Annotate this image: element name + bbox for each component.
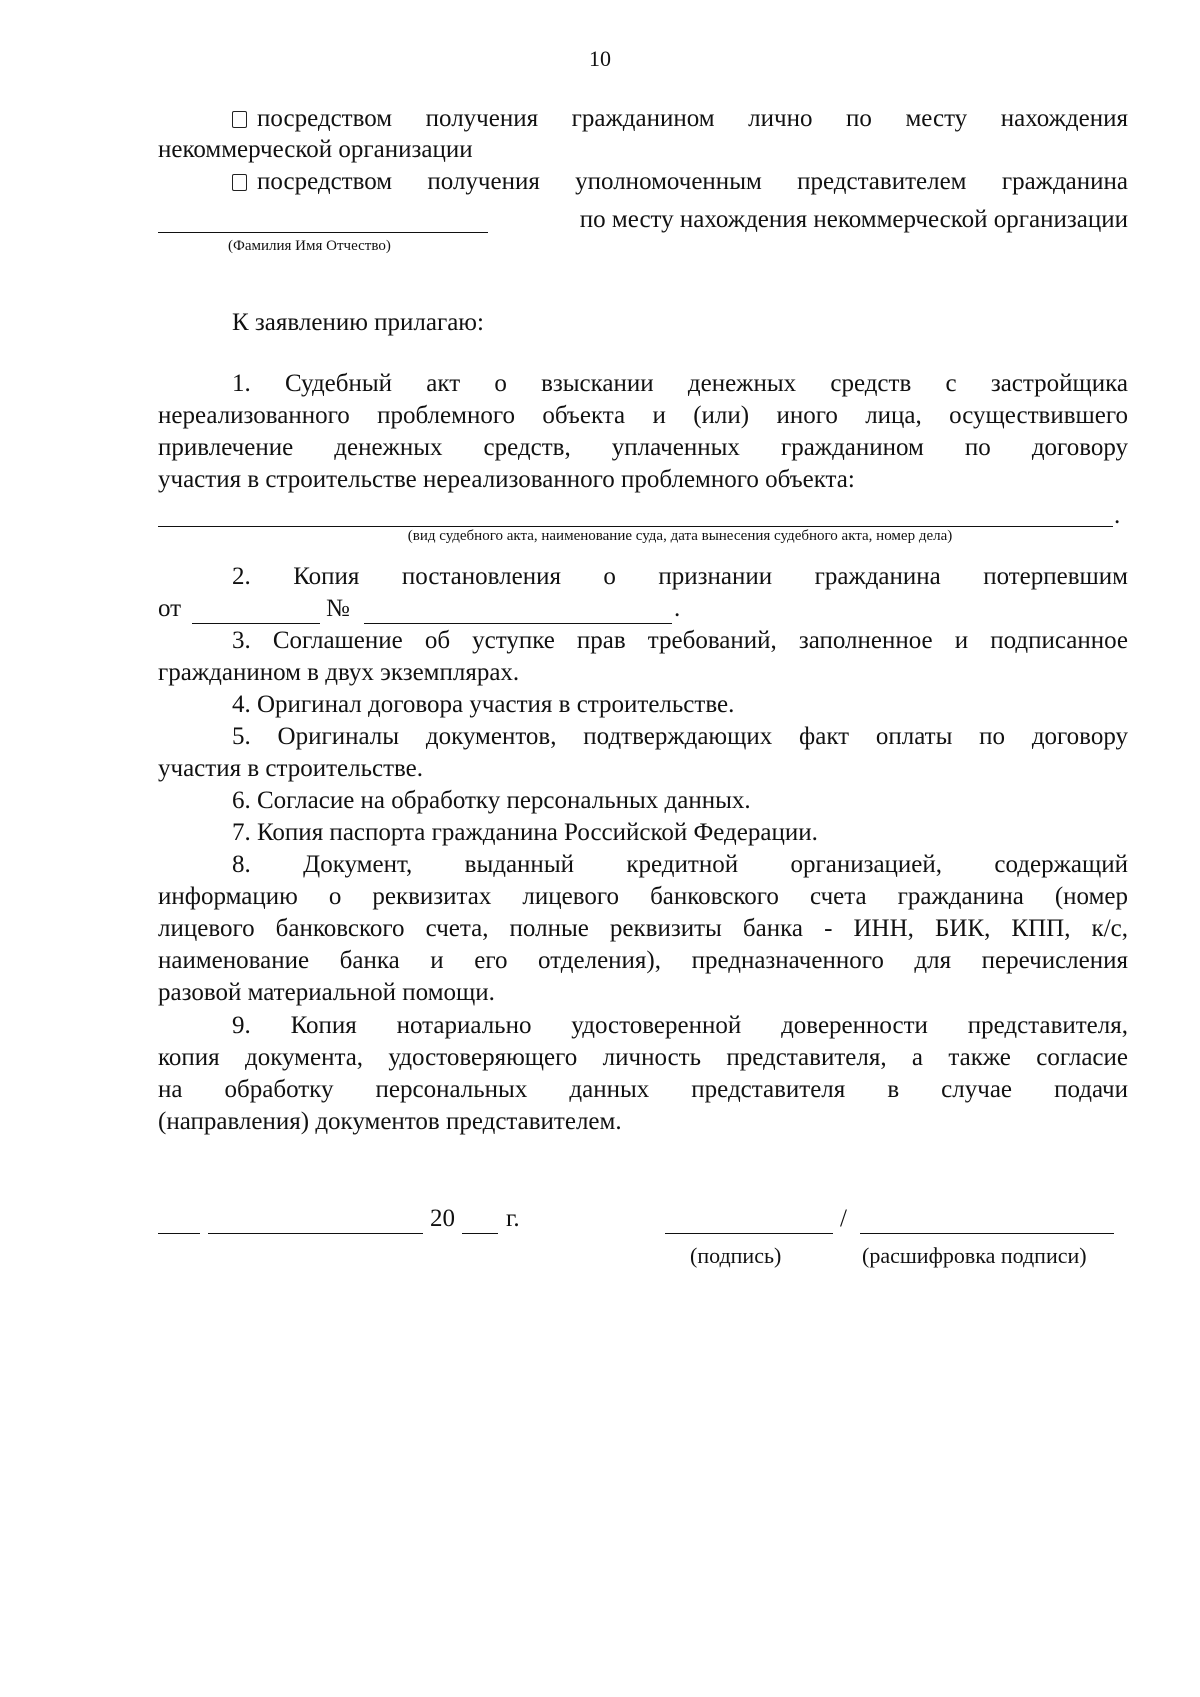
checkbox-option-2[interactable] [232, 174, 247, 191]
item-1-line-4: участия в строительстве нереализованного проблемного объекта: [158, 466, 855, 493]
item-1-line-3: привлечение денежных средств, уплаченных гражданином по договору [158, 434, 1128, 461]
item-1-line-1: 1. Судебный акт о взыскании денежных средств с застройщика [232, 370, 1128, 397]
delivery-option-2-cont: по месту нахождения некоммерческой организации [579, 206, 1128, 233]
item-5-line-1: 5. Оригиналы документов, подтверждающих факт оплаты по договору [232, 723, 1128, 750]
date-month-field[interactable] [208, 1233, 423, 1234]
resolution-number-field[interactable] [364, 623, 672, 624]
item-9-line-1: 9. Копия нотариально удостоверенной доверенности представителя, [232, 1012, 1128, 1039]
court-act-period: . [1114, 502, 1121, 529]
checkbox-option-1[interactable] [232, 111, 247, 128]
item-8-line-2: информацию о реквизитах лицевого банковского счета гражданина (номер [158, 883, 1128, 910]
item-9-line-2: копия документа, удостоверяющего личность представителя, а также согласие [158, 1044, 1128, 1071]
signature-caption: (подпись) [690, 1243, 782, 1268]
page-number: 10 [589, 46, 611, 71]
item-2-from-label: от [158, 595, 182, 622]
item-9-line-3: на обработку персональных данных представителя в случае подачи [158, 1076, 1128, 1103]
resolution-date-field[interactable] [192, 623, 320, 624]
representative-name-field[interactable] [158, 232, 488, 233]
item-9-line-4: (направления) документов представителем. [158, 1108, 622, 1135]
court-act-field[interactable] [158, 526, 1113, 527]
item-8-line-5: разовой материальной помощи. [158, 979, 495, 1006]
signature-field[interactable] [665, 1233, 833, 1234]
item-1-line-2: нереализованного проблемного объекта и (или) иного лица, осуществившего [158, 402, 1128, 429]
delivery-option-2 [232, 166, 1128, 198]
year-suffix: г. [506, 1205, 520, 1232]
date-day-field[interactable] [158, 1233, 200, 1234]
signature-decode-caption: (расшифровка подписи) [862, 1243, 1087, 1268]
item-2-number-label: № [326, 595, 350, 622]
delivery-option-1 [232, 103, 1128, 135]
item-4: 4. Оригинал договора участия в строительстве. [232, 691, 735, 718]
item-5-line-2: участия в строительстве. [158, 755, 424, 782]
item-6: 6. Согласие на обработку персональных данных. [232, 787, 751, 814]
signature-slash: / [840, 1205, 847, 1232]
item-8-line-4: наименование банка и его отделения), предназначенного для перечисления [158, 947, 1128, 974]
year-prefix: 20 [430, 1205, 455, 1232]
court-act-caption: (вид судебного акта, наименование суда, дата вынесения судебного акта, номер дела) [407, 528, 953, 544]
delivery-option-1-text: посредством получения гражданином лично по месту нахождения [257, 105, 1128, 132]
item-7: 7. Копия паспорта гражданина Российской Федерации. [232, 819, 818, 846]
date-year-field[interactable] [462, 1233, 498, 1234]
fio-caption: (Фамилия Имя Отчество) [228, 238, 391, 254]
item-2-period: . [674, 595, 681, 622]
delivery-option-1-cont: некоммерческой организации [158, 136, 473, 163]
item-3-line-1: 3. Соглашение об уступке прав требований, заполненное и подписанное [232, 627, 1128, 654]
item-8-line-3: лицевого банковского счета, полные реквизиты банка - ИНН, БИК, КПП, к/с, [158, 915, 1128, 942]
item-3-line-2: гражданином в двух экземплярах. [158, 659, 520, 686]
delivery-option-2-text: посредством получения уполномоченным представителем гражданина [257, 168, 1128, 195]
attachments-intro: К заявлению прилагаю: [232, 309, 484, 336]
item-2-line-1: 2. Копия постановления о признании гражданина потерпевшим [232, 563, 1128, 590]
signature-decode-field[interactable] [860, 1233, 1114, 1234]
item-8-line-1: 8. Документ, выданный кредитной организацией, содержащий [232, 851, 1128, 878]
